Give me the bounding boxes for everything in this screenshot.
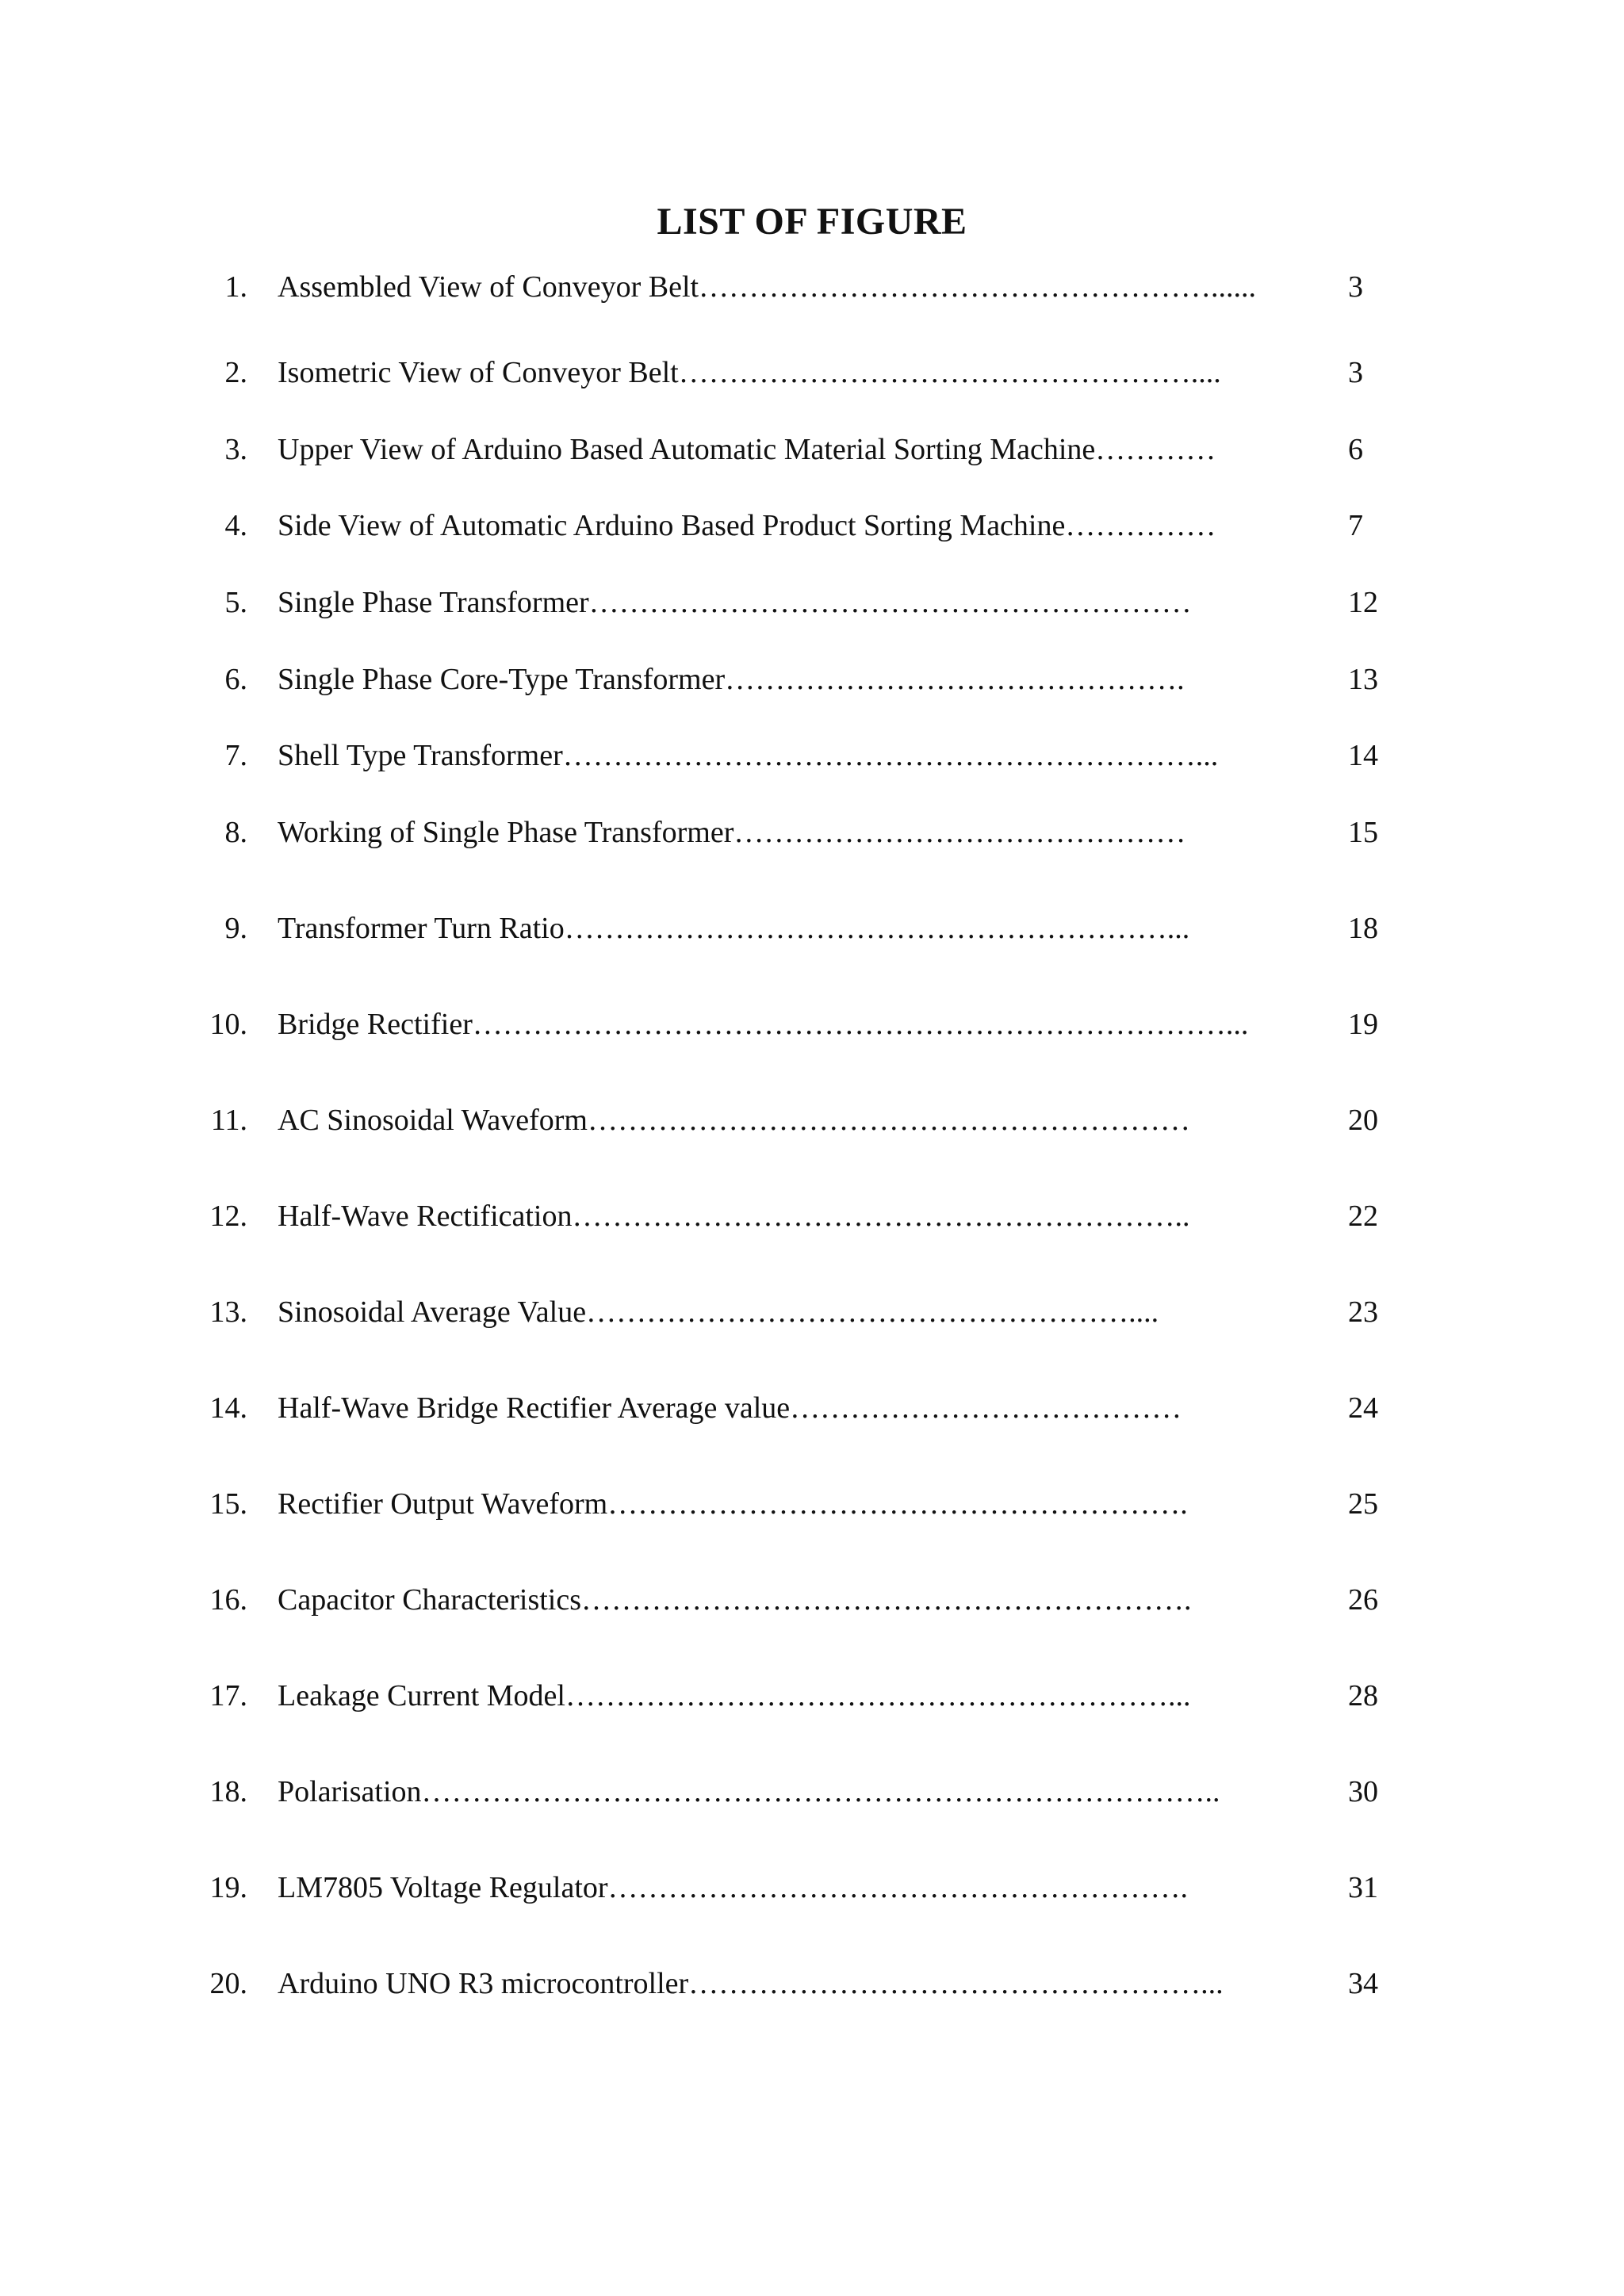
figure-number: 12. (209, 1200, 247, 1233)
figure-number: 16. (209, 1583, 247, 1617)
figure-page-number: 6 (1348, 433, 1363, 466)
figure-entry-6 (0, 656, 1624, 703)
figure-number: 7. (224, 739, 247, 772)
figure-caption: AC Sinosoidal Waveform…………………………………………………… (278, 1104, 1190, 1137)
figure-number: 18. (209, 1775, 247, 1808)
figure-caption: Polarisation…………………………………………………………………….. (278, 1775, 1220, 1808)
figure-caption: Side View of Automatic Arduino Based Product Sorting Machine…………… (278, 509, 1216, 542)
figure-number: 8. (224, 816, 247, 849)
figure-page-number: 3 (1348, 270, 1363, 304)
figure-number: 4. (224, 509, 247, 542)
figure-number: 5. (224, 586, 247, 619)
figure-page-number: 3 (1348, 356, 1363, 389)
figure-entry-1 (0, 263, 1624, 311)
figure-page-number: 7 (1348, 509, 1363, 542)
figure-page-number: 30 (1348, 1775, 1378, 1808)
figure-caption: Transformer Turn Ratio……………………………………………………... (278, 912, 1190, 945)
figure-caption: Half-Wave Bridge Rectifier Average value………………………………… (278, 1391, 1182, 1425)
figure-entry-18 (0, 1768, 1624, 1816)
figure-entry-7 (0, 732, 1624, 779)
figure-page-number: 20 (1348, 1104, 1378, 1137)
figure-caption: Arduino UNO R3 microcontroller……………………………………………... (278, 1967, 1224, 2000)
figure-caption: Working of Single Phase Transformer……………………………………… (278, 816, 1186, 849)
figure-caption: Single Phase Transformer…………………………………………………… (278, 586, 1192, 619)
figure-number: 2. (224, 356, 247, 389)
figure-page-number: 12 (1348, 586, 1378, 619)
figure-number: 6. (224, 663, 247, 696)
figure-caption: Upper View of Arduino Based Automatic Material Sorting Machine………… (278, 433, 1216, 466)
figure-number: 11. (210, 1104, 247, 1137)
figure-entry-10 (0, 1001, 1624, 1048)
figure-caption: Shell Type Transformer………………………………………………………... (278, 739, 1219, 772)
figure-caption: Single Phase Core-Type Transformer………………………………………. (278, 663, 1185, 696)
figure-page-number: 24 (1348, 1391, 1378, 1425)
figure-number: 17. (209, 1679, 247, 1712)
figure-entry-13 (0, 1288, 1624, 1336)
figure-entry-5 (0, 579, 1624, 626)
figure-caption: Isometric View of Conveyor Belt…………………………………………….... (278, 356, 1221, 389)
figure-number: 1. (224, 270, 247, 304)
figure-number: 10. (209, 1008, 247, 1041)
figure-page-number: 18 (1348, 912, 1378, 945)
figure-caption: Sinosoidal Average Value……………………………………………….... (278, 1295, 1159, 1329)
figure-number: 13. (209, 1295, 247, 1329)
figure-page-number: 23 (1348, 1295, 1378, 1329)
figure-entry-17 (0, 1672, 1624, 1720)
figure-page-number: 22 (1348, 1200, 1378, 1233)
figure-number: 15. (209, 1487, 247, 1521)
figure-entry-9 (0, 905, 1624, 952)
figure-page-number: 14 (1348, 739, 1378, 772)
figure-entry-14 (0, 1384, 1624, 1432)
figure-number: 14. (209, 1391, 247, 1425)
figure-number: 19. (209, 1871, 247, 1904)
figure-entry-19 (0, 1864, 1624, 1911)
figure-entry-3 (0, 426, 1624, 473)
figure-page-number: 15 (1348, 816, 1378, 849)
figure-caption: Assembled View of Conveyor Belt……………………………………………...... (278, 270, 1257, 304)
figure-entry-4 (0, 502, 1624, 549)
figure-page-number: 28 (1348, 1679, 1378, 1712)
figure-caption: Half-Wave Rectification…………………………………………………….. (278, 1200, 1190, 1233)
figure-caption: Rectifier Output Waveform…………………………………………………. (278, 1487, 1188, 1521)
figure-number: 3. (224, 433, 247, 466)
figure-page-number: 19 (1348, 1008, 1378, 1041)
figure-entry-12 (0, 1192, 1624, 1240)
figure-number: 9. (224, 912, 247, 945)
figure-entry-11 (0, 1096, 1624, 1144)
figure-entry-8 (0, 809, 1624, 856)
figure-number: 20. (209, 1967, 247, 2000)
figure-caption: Capacitor Characteristics……………………………………………………. (278, 1583, 1192, 1617)
page-title: LIST OF FIGURE (657, 201, 967, 243)
figure-caption: Leakage Current Model……………………………………………………... (278, 1679, 1191, 1712)
figure-caption: LM7805 Voltage Regulator…………………………………………………. (278, 1871, 1189, 1904)
figure-caption: Bridge Rectifier…………………………………………………………………... (278, 1008, 1249, 1041)
figure-page-number: 26 (1348, 1583, 1378, 1617)
figure-page-number: 13 (1348, 663, 1378, 696)
figure-entry-16 (0, 1576, 1624, 1624)
figure-page-number: 25 (1348, 1487, 1378, 1521)
figure-page-number: 34 (1348, 1967, 1378, 2000)
figure-entry-2 (0, 349, 1624, 396)
figure-page-number: 31 (1348, 1871, 1378, 1904)
figure-entry-15 (0, 1480, 1624, 1528)
figure-entry-20 (0, 1960, 1624, 2007)
